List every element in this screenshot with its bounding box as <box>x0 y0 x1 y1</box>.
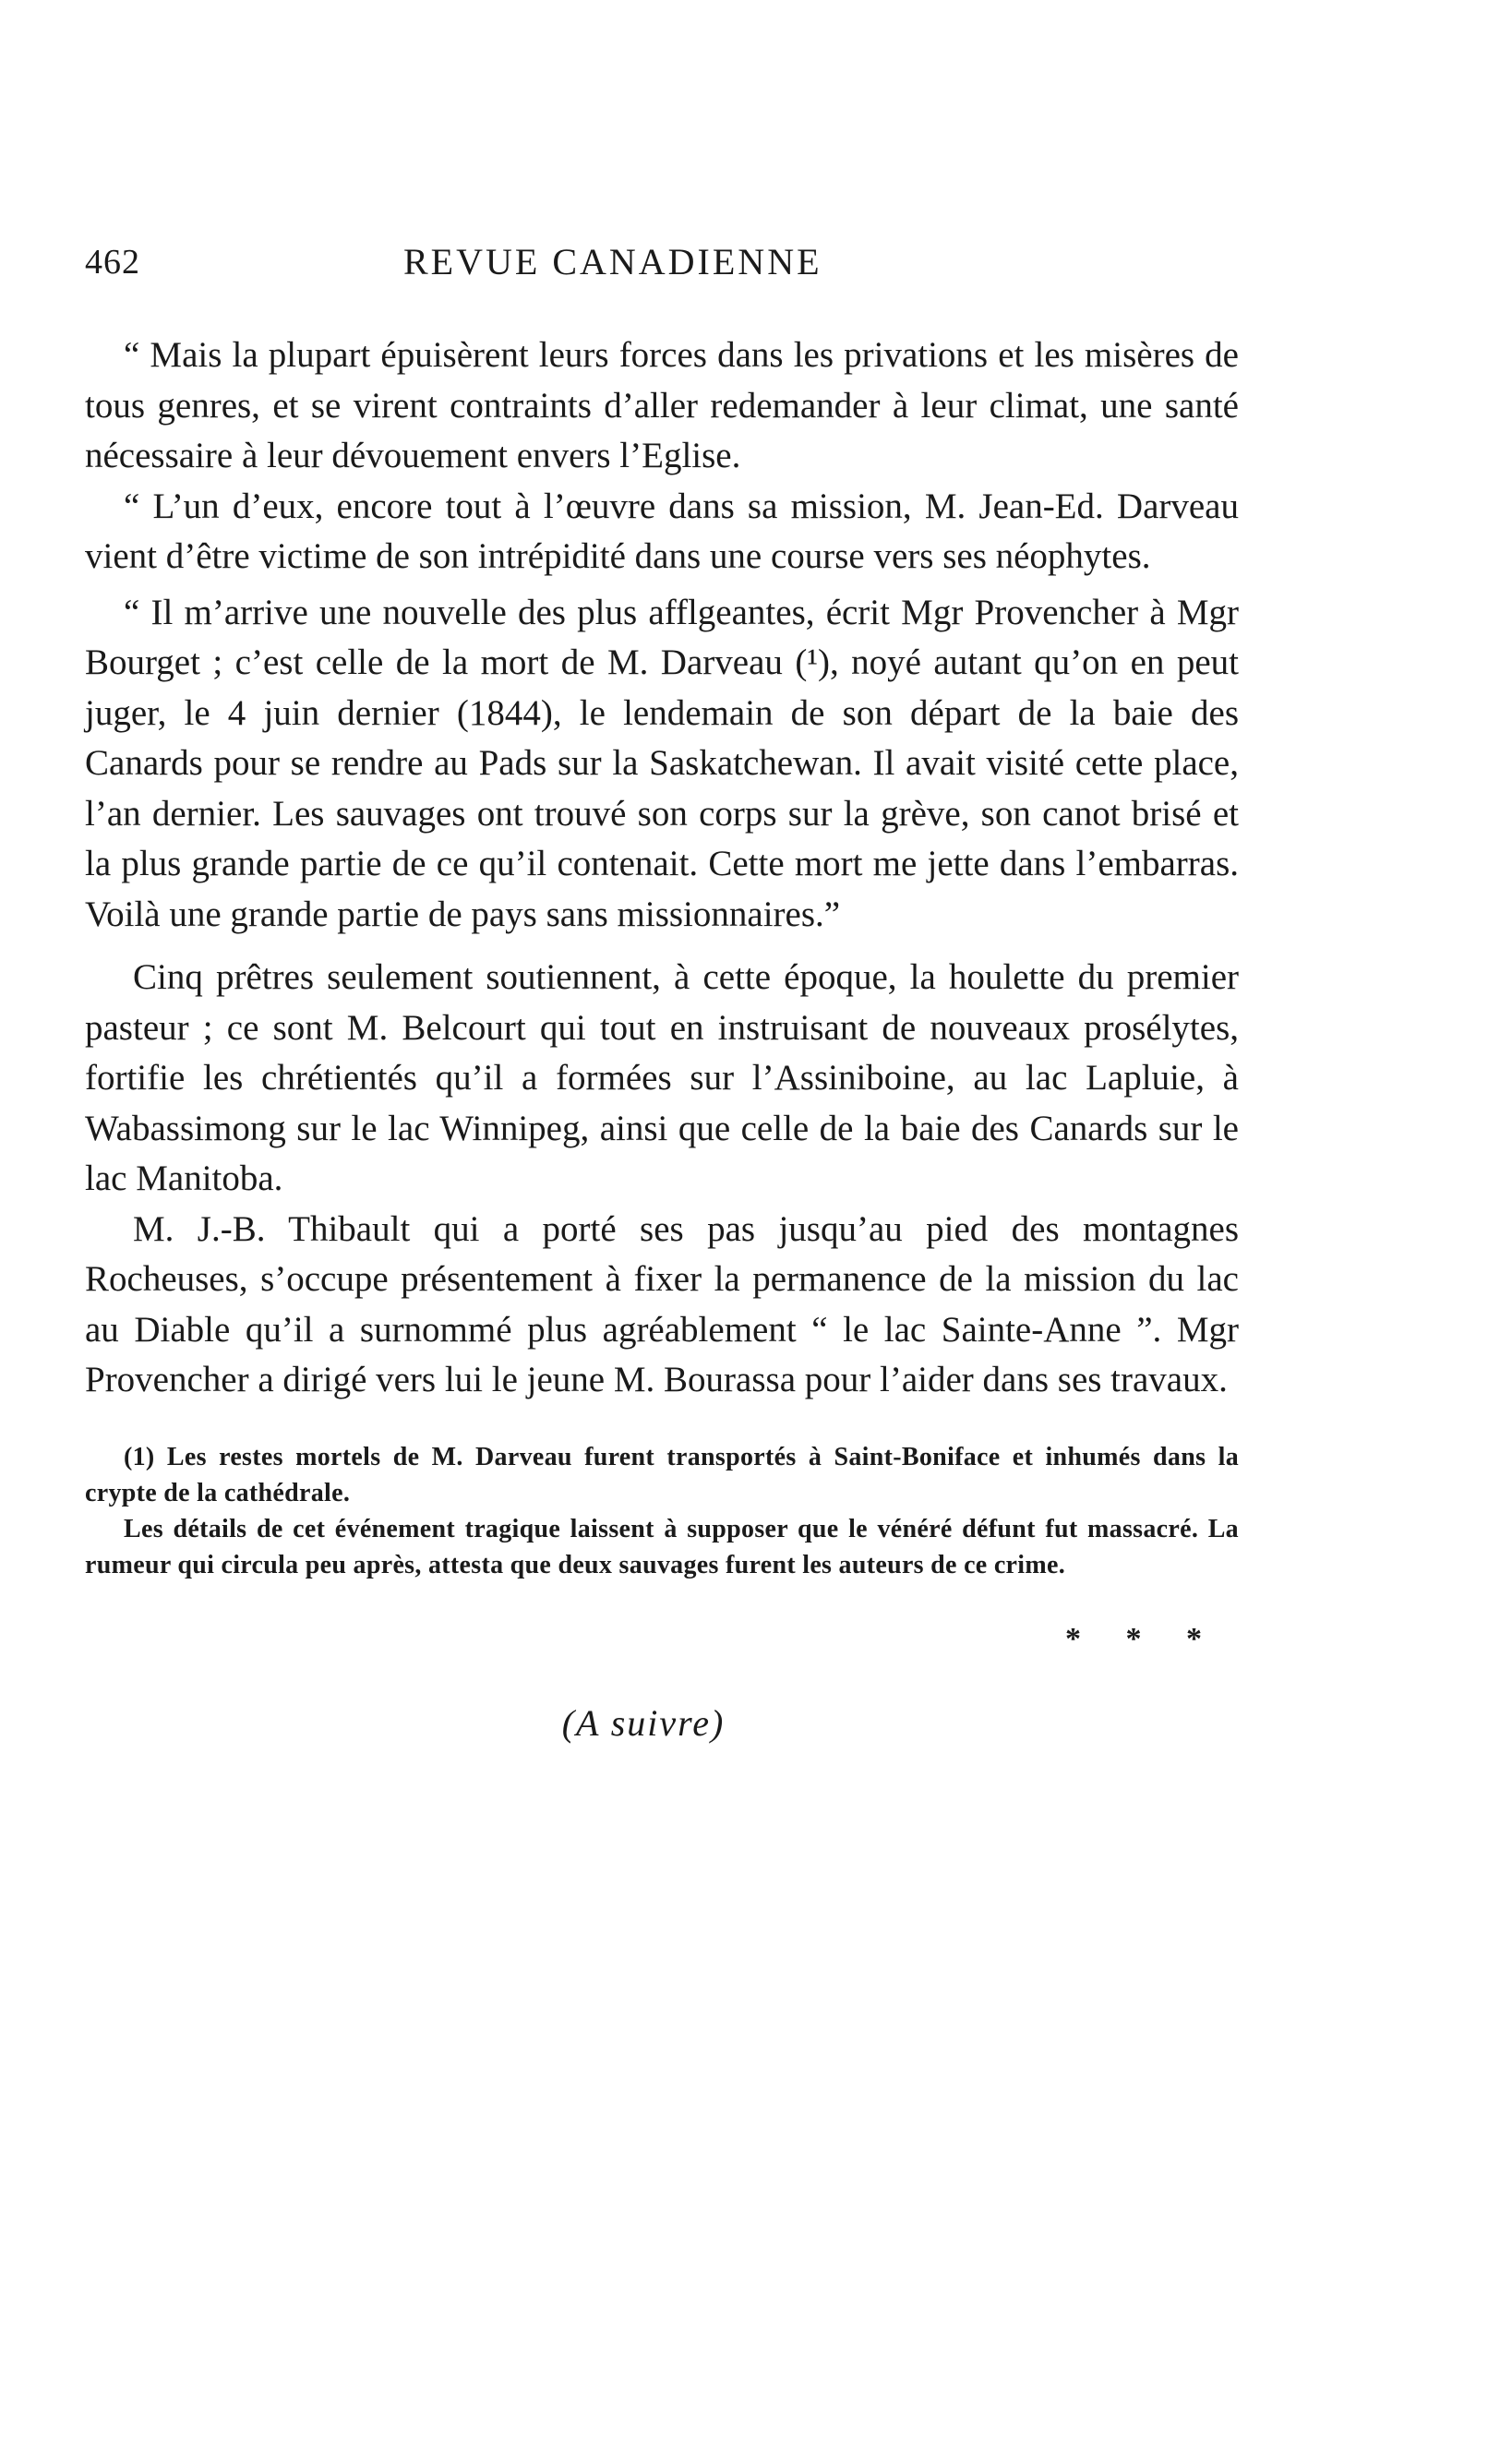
footnotes <box>85 1439 1239 1583</box>
body-text <box>85 330 1239 1406</box>
paragraph-quote-2: “ L’un d’eux, encore tout à l’œuvre dans sa mission, M. Jean-Ed. Darveau vient d’être victime de son intrépidité dans une course vers ses néophytes. <box>85 486 1239 576</box>
page <box>85 231 1239 1745</box>
footnote-1: (1) Les restes mortels de M. Darveau furent transportés à Saint-Boniface et inhumés dans la crypte de la cathédrale. <box>85 1442 1239 1507</box>
section-separator: * * * <box>1065 1621 1220 1656</box>
paragraph-quote-1: “ Mais la plupart épuisèrent leurs forces dans les privations et les misères de tous genres, et se virent contraints d’aller redemander à leur climat, une santé nécessaire à leur dévouement envers l’Eglise. <box>85 335 1239 475</box>
running-head <box>85 231 1239 295</box>
page-number: 462 <box>85 243 140 282</box>
journal-title: REVUE CANADIENNE <box>403 241 822 282</box>
paragraph-quote-3: “ Il m’arrive une nouvelle des plus afflgeantes, écrit Mgr Provencher à Mgr Bourget ; c’est celle de la mort de M. Darveau (¹), noyé autant qu’on en peut juger, le 4 juin dernier (1844), le lendemain de son départ de la baie des Canards pour se rendre au Pads sur la Saskatchewan. Il avait visité cette place, l’an dernier. Les sauvages ont trouvé son corps sur la grève, son canot brisé et la plus grande partie de ce qu’il contenait. Cette mort me jette dans l’embarras. Voilà une grande partie de pays sans missionnaires.” <box>85 592 1239 934</box>
footnote-2: Les détails de cet événement tragique laissent à supposer que le vénéré défunt fut massacré. La rumeur qui circula peu après, attesta que deux sauvages furent les auteurs de ce crime. <box>85 1514 1239 1579</box>
continuation-note: (A suivre) <box>561 1701 726 1744</box>
paragraph-narrative-1: Cinq prêtres seulement soutiennent, à cette époque, la houlette du premier pasteur ; ce sont M. Belcourt qui tout en instruisant de nouveaux prosélytes, fortifie les chrétientés qu’il a formées sur l’Assiniboine, au lac Lapluie, à Wabassimong sur le lac Winnipeg, ainsi que celle de la baie des Canards sur le lac Manitoba. <box>85 957 1239 1198</box>
paragraph-narrative-2: M. J.-B. Thibault qui a porté ses pas jusqu’au pied des montagnes Rocheuses, s’occupe présentement à fixer la permanence de la mission du lac au Diable qu’il a surnommé plus agréablement “ le lac Sainte-Anne ”. Mgr Provencher a dirigé vers lui le jeune M. Bourassa pour l’aider dans ses travaux. <box>85 1208 1239 1399</box>
